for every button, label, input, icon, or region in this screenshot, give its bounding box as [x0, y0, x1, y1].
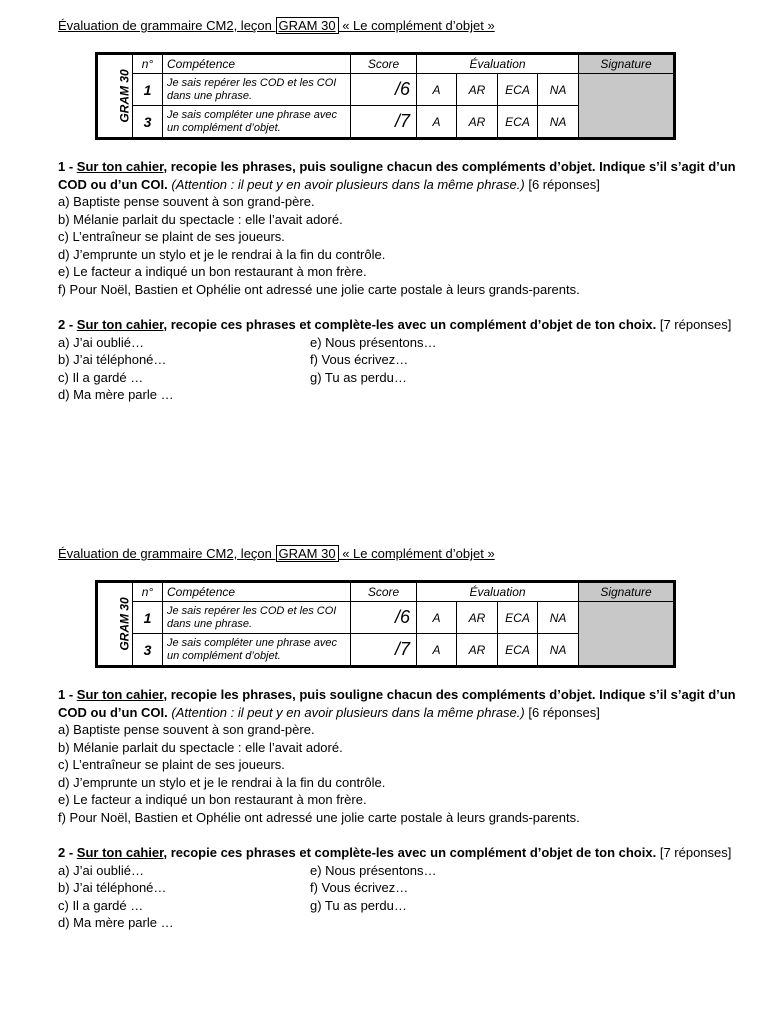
- prompt-item: f) Vous écrivez…: [310, 352, 409, 367]
- sentence-item: f) Pour Noël, Bastien et Ophélie ont adressé une jolie carte postale à leurs grands-parents.: [58, 281, 580, 297]
- row-score: /6: [351, 602, 417, 634]
- sentence-item: c) L’entraîneur se plaint de ses joueurs.: [58, 229, 285, 244]
- row-competence: Je sais compléter une phrase avec un complément d’objet.: [163, 634, 351, 666]
- row-num: 1: [133, 602, 163, 634]
- header-signature: Signature: [579, 55, 674, 74]
- prompt-item: g) Tu as perdu…: [310, 369, 407, 385]
- cahier-label: Sur ton cahier: [76, 317, 164, 332]
- level-ar: AR: [457, 602, 498, 634]
- prompt-item: e) Nous présentons…: [310, 862, 437, 878]
- table-header-row: [98, 583, 674, 602]
- level-a: A: [417, 602, 457, 634]
- answer-count: [7 réponses]: [656, 845, 732, 860]
- exercise-number: 2 -: [58, 845, 77, 860]
- row-competence: Je sais repérer les COD et les COI dans une phrase.: [163, 74, 351, 106]
- header-signature: Signature: [579, 583, 674, 602]
- exercise-number: 1 -: [58, 159, 77, 174]
- side-label-cell: [98, 583, 133, 666]
- prompt-column-right: [310, 862, 436, 932]
- level-ar: AR: [457, 106, 498, 138]
- attention-note: (Attention : il peut y en avoir plusieurs dans la même phrase.): [171, 176, 525, 192]
- row-score: /6: [351, 74, 417, 106]
- level-a: A: [417, 106, 457, 138]
- exercise-number: 2 -: [58, 317, 77, 332]
- table-header-row: [98, 55, 674, 74]
- sentence-item: d) J’emprunte un stylo et je le rendrai à la fin du contrôle.: [58, 774, 386, 790]
- prompt-item: a) J’ai oublié…: [58, 862, 144, 878]
- row-competence: Je sais compléter une phrase avec un complément d’objet.: [163, 106, 351, 138]
- level-na: NA: [538, 602, 579, 634]
- level-na: NA: [538, 634, 579, 666]
- prompt-column-left: [58, 334, 310, 404]
- worksheet-copy-2: [58, 544, 738, 932]
- instruction-text: , recopie ces phrases et complète-les avec un complément d’objet de ton choix.: [163, 317, 657, 332]
- prompt-item: a) J’ai oublié…: [58, 334, 144, 350]
- header-score: Score: [351, 55, 417, 74]
- instruction-text: , recopie les phrases, puis souligne chacun des compléments d’objet. Indique s’il s’agit d’un COD ou d’un COI.: [58, 159, 736, 192]
- row-score: /7: [351, 634, 417, 666]
- exercise-1: [58, 686, 738, 826]
- prompt-item: e) Nous présentons…: [310, 334, 437, 350]
- cahier-label: Sur ton cahier: [76, 159, 164, 174]
- exercise-number: 1 -: [58, 687, 77, 702]
- sentence-item: f) Pour Noël, Bastien et Ophélie ont adressé une jolie carte postale à leurs grands-parents.: [58, 809, 580, 825]
- exercise-2: [58, 316, 738, 404]
- sentence-item: b) Mélanie parlait du spectacle : elle l’avait adoré.: [58, 739, 343, 755]
- prompt-item: b) J’ai téléphoné…: [58, 352, 167, 367]
- title-prefix: Évaluation de grammaire CM2, leçon: [58, 18, 276, 33]
- level-eca: ECA: [498, 106, 538, 138]
- level-a: A: [417, 634, 457, 666]
- prompt-item: c) Il a gardé …: [58, 369, 144, 385]
- prompt-columns: [58, 862, 738, 932]
- side-label: GRAM 30: [117, 597, 132, 651]
- header-num: n°: [133, 55, 163, 74]
- header-evaluation: Évaluation: [417, 55, 579, 74]
- sentence-item: a) Baptiste pense souvent à son grand-père.: [58, 722, 315, 737]
- exercise-2: [58, 844, 738, 932]
- side-label: GRAM 30: [117, 69, 132, 123]
- sheet-title: [58, 544, 738, 564]
- row-score: /7: [351, 106, 417, 138]
- level-ar: AR: [457, 634, 498, 666]
- cahier-label: Sur ton cahier: [76, 687, 164, 702]
- instruction-text: , recopie les phrases, puis souligne chacun des compléments d’objet. Indique s’il s’agit d’un COD ou d’un COI.: [58, 687, 736, 720]
- table-row: [98, 74, 674, 106]
- prompt-columns: [58, 334, 738, 404]
- exercise-1-instruction: [58, 686, 738, 721]
- signature-box: [579, 602, 674, 666]
- row-num: 3: [133, 634, 163, 666]
- side-label-cell: [98, 55, 133, 138]
- prompt-item: c) Il a gardé …: [58, 897, 144, 913]
- header-evaluation: Évaluation: [417, 583, 579, 602]
- sentence-item: e) Le facteur a indiqué un bon restaurant à mon frère.: [58, 792, 367, 807]
- sentence-item: e) Le facteur a indiqué un bon restaurant à mon frère.: [58, 264, 367, 279]
- lesson-code-box: GRAM 30: [276, 545, 339, 562]
- level-na: NA: [538, 106, 579, 138]
- level-a: A: [417, 74, 457, 106]
- exercise-2-instruction: [58, 316, 738, 334]
- answer-count: [6 réponses]: [524, 176, 600, 192]
- sentence-item: a) Baptiste pense souvent à son grand-père.: [58, 194, 315, 209]
- title-suffix: « Le complément d’objet »: [338, 18, 495, 33]
- sentence-item: b) Mélanie parlait du spectacle : elle l’avait adoré.: [58, 211, 343, 227]
- answer-count: [6 réponses]: [524, 704, 600, 720]
- exercise-2-instruction: [58, 844, 738, 862]
- instruction-text: , recopie ces phrases et complète-les avec un complément d’objet de ton choix.: [163, 845, 657, 860]
- attention-note: (Attention : il peut y en avoir plusieurs dans la même phrase.): [171, 704, 525, 720]
- level-ar: AR: [457, 74, 498, 106]
- row-competence: Je sais repérer les COD et les COI dans une phrase.: [163, 602, 351, 634]
- header-num: n°: [133, 583, 163, 602]
- sentence-item: d) J’emprunte un stylo et je le rendrai à la fin du contrôle.: [58, 246, 386, 262]
- sheet-title: [58, 16, 738, 36]
- prompt-column-right: [310, 334, 436, 404]
- title-suffix: « Le complément d’objet »: [338, 546, 495, 561]
- prompt-item: d) Ma mère parle …: [58, 387, 174, 402]
- signature-box: [579, 74, 674, 138]
- row-num: 3: [133, 106, 163, 138]
- prompt-column-left: [58, 862, 310, 932]
- sentence-item: c) L’entraîneur se plaint de ses joueurs.: [58, 757, 285, 772]
- exercise-1-instruction: [58, 158, 738, 193]
- header-competence: Compétence: [163, 55, 351, 74]
- cahier-label: Sur ton cahier: [76, 845, 164, 860]
- level-eca: ECA: [498, 634, 538, 666]
- answer-count: [7 réponses]: [656, 317, 732, 332]
- header-competence: Compétence: [163, 583, 351, 602]
- exercise-1: [58, 158, 738, 298]
- header-score: Score: [351, 583, 417, 602]
- row-num: 1: [133, 74, 163, 106]
- level-na: NA: [538, 74, 579, 106]
- title-prefix: Évaluation de grammaire CM2, leçon: [58, 546, 276, 561]
- table-row: [98, 602, 674, 634]
- lesson-code-box: GRAM 30: [276, 17, 339, 34]
- prompt-item: b) J’ai téléphoné…: [58, 880, 167, 895]
- prompt-item: g) Tu as perdu…: [310, 897, 407, 913]
- level-eca: ECA: [498, 74, 538, 106]
- prompt-item: d) Ma mère parle …: [58, 915, 174, 930]
- level-eca: ECA: [498, 602, 538, 634]
- evaluation-table: [95, 52, 676, 140]
- evaluation-table: [95, 580, 676, 668]
- worksheet-copy-1: [58, 16, 738, 404]
- prompt-item: f) Vous écrivez…: [310, 880, 409, 895]
